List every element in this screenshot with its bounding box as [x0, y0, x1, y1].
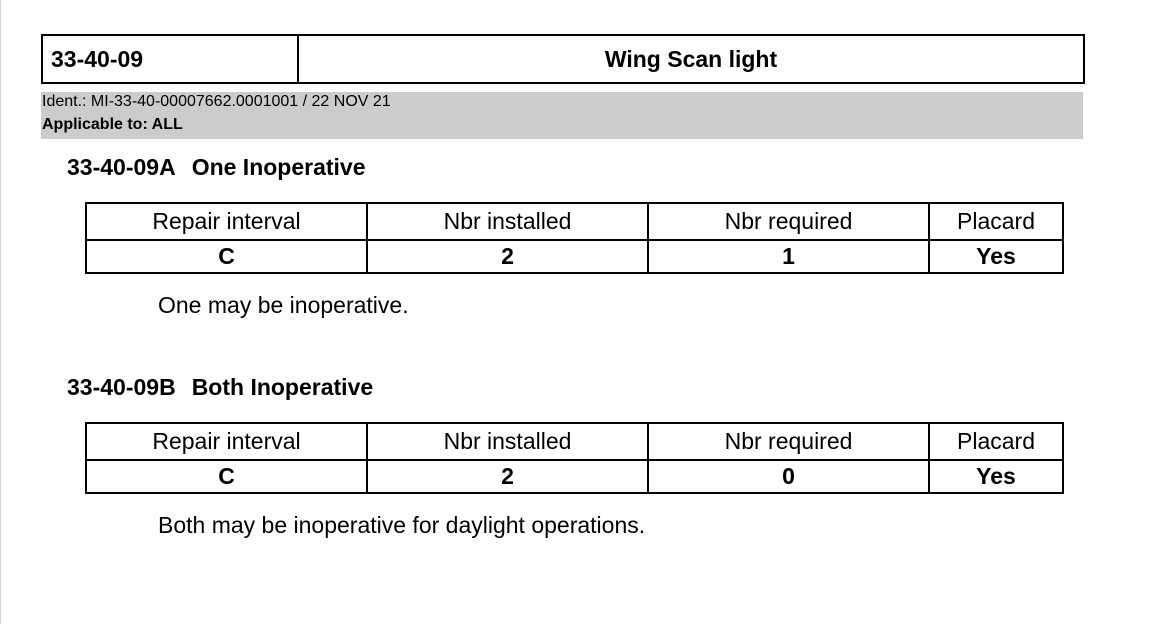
section-name: Both Inoperative: [191, 374, 374, 400]
placard-value: Yes: [929, 460, 1063, 493]
col-header-nbr-required: Nbr required: [648, 423, 929, 460]
section-name: One Inoperative: [191, 154, 366, 180]
item-title: Wing Scan light: [604, 45, 778, 72]
ident-line: Ident.: MI-33-40-00007662.0001001 / 22 NOV 21: [42, 93, 391, 110]
applicability-line: Applicable to: ALL: [42, 116, 183, 133]
page-left-border: [0, 0, 1, 624]
col-header-nbr-installed: Nbr installed: [367, 203, 648, 240]
placard-value: Yes: [929, 240, 1063, 273]
repair-interval-value: C: [86, 460, 367, 493]
nbr-installed-value: 2: [367, 240, 648, 273]
col-header-repair-interval: Repair interval: [86, 203, 367, 240]
col-header-nbr-required: Nbr required: [648, 203, 929, 240]
nbr-installed-value: 2: [367, 460, 648, 493]
nbr-required-value: 1: [648, 240, 929, 273]
ident-band: [41, 92, 1083, 139]
table-header-row: [86, 203, 1063, 240]
section-title-a: [67, 154, 366, 181]
col-header-placard: Placard: [929, 203, 1063, 240]
nbr-required-value: 0: [648, 460, 929, 493]
mel-table-a: [85, 202, 1064, 274]
section-title-b: [67, 374, 373, 401]
table-row: [86, 460, 1063, 493]
repair-interval-value: C: [86, 240, 367, 273]
section-code: 33-40-09A: [67, 154, 176, 180]
item-code: 33-40-09: [43, 36, 299, 82]
col-header-repair-interval: Repair interval: [86, 423, 367, 460]
item-header: [41, 34, 1085, 84]
col-header-nbr-installed: Nbr installed: [367, 423, 648, 460]
section-note-a: One may be inoperative.: [158, 292, 409, 318]
table-row: [86, 240, 1063, 273]
col-header-placard: Placard: [929, 423, 1063, 460]
table-header-row: [86, 423, 1063, 460]
section-code: 33-40-09B: [67, 374, 176, 400]
section-note-b: Both may be inoperative for daylight operations.: [158, 512, 646, 538]
mel-table-b: [85, 422, 1064, 494]
